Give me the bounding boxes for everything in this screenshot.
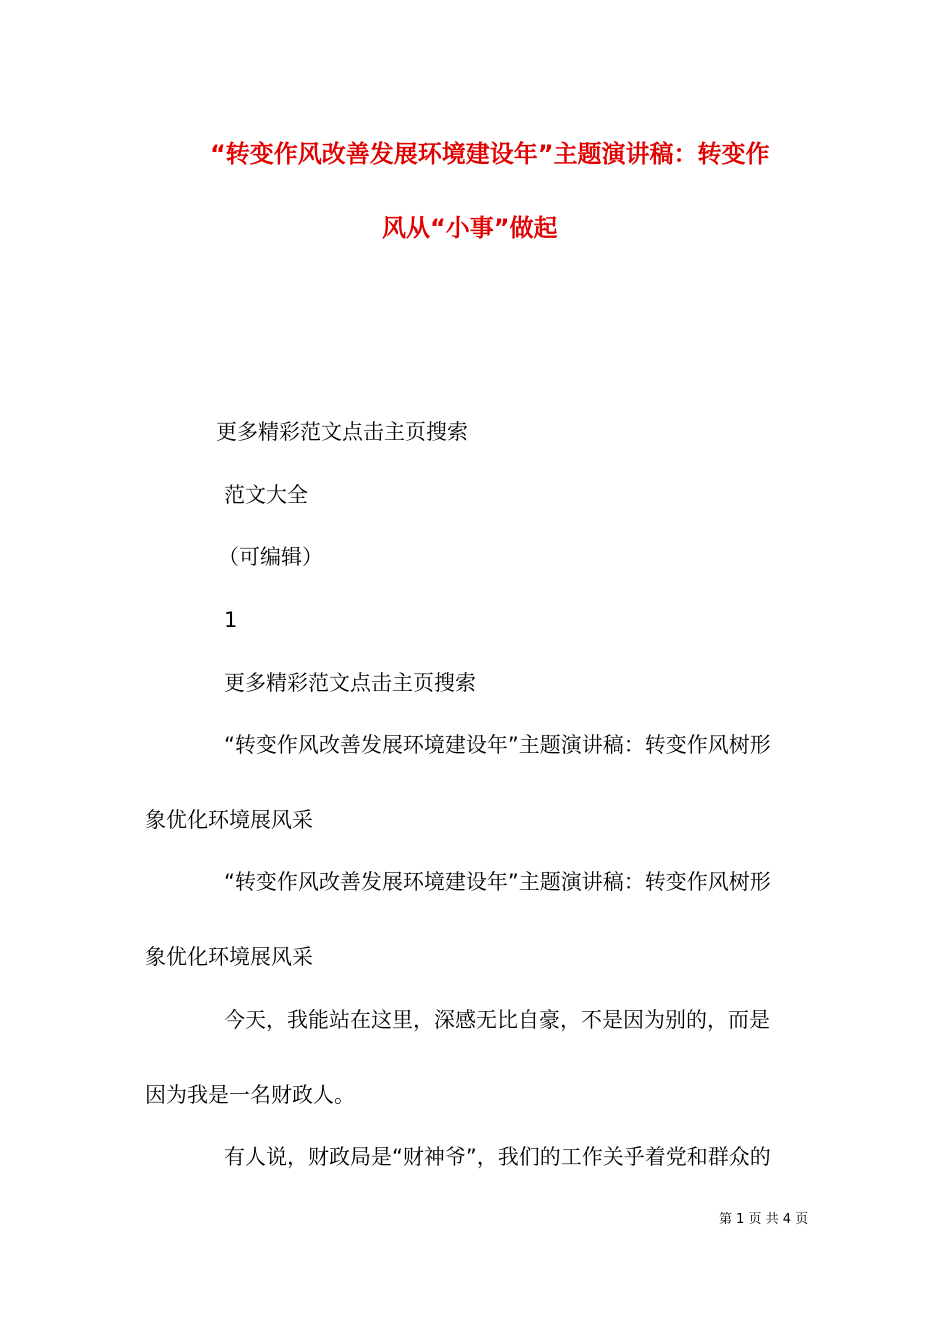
title-line-1: “转变作风改善发展环境建设年”主题演讲稿：转变作 [210,140,770,168]
page-number-footer: 第 1 页 共 4 页 [719,1212,809,1227]
body-line: 更多精彩范文点击主页搜索 [216,420,468,444]
body-line: 象优化环境展风采 [145,945,313,969]
body-line: 有人说，财政局是“财神爷”，我们的工作关乎着党和群众的 [224,1145,771,1169]
body-line: 范文大全 [224,483,308,507]
body-line: 因为我是一名财政人。 [145,1083,355,1107]
body-line: 今天，我能站在这里，深感无比自豪，不是因为别的，而是 [224,1008,770,1032]
body-line: 更多精彩范文点击主页搜索 [224,671,476,695]
body-line: （可编辑） [218,545,323,569]
body-line: “转变作风改善发展环境建设年”主题演讲稿：转变作风树形 [224,733,771,757]
body-line: 象优化环境展风采 [145,808,313,832]
title-line-2: 风从“小事”做起 [382,214,558,242]
body-line: 1 [224,608,238,632]
body-line: “转变作风改善发展环境建设年”主题演讲稿：转变作风树形 [224,870,771,894]
